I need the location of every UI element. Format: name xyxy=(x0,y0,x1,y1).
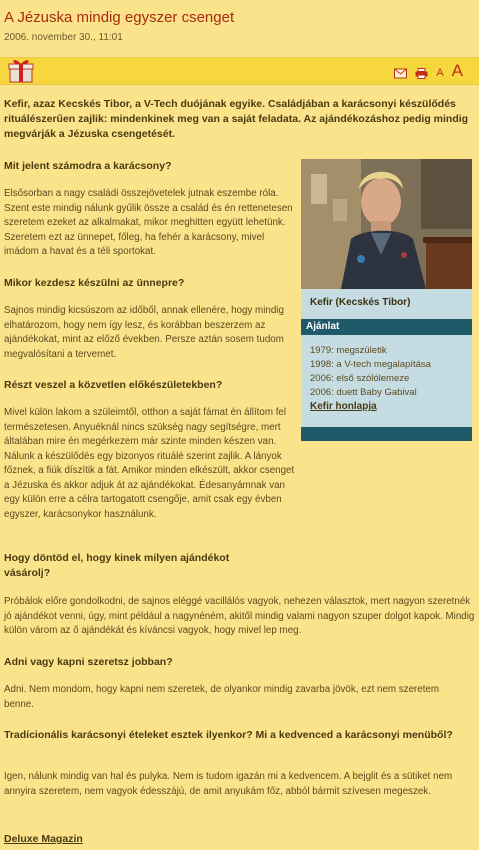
gift-icon xyxy=(6,55,36,85)
offer-list xyxy=(301,335,472,441)
offer-item: 1979: megszületik xyxy=(310,345,387,356)
question-3: Részt veszel a közvetlen előkészületekben? xyxy=(4,379,223,391)
portrait-image xyxy=(301,159,472,289)
question-4: Hogy döntöd el, hogy kinek milyen ajándékot vásárolj? xyxy=(4,552,230,579)
portrait-photo xyxy=(301,159,472,289)
question-5: Adni vagy kapni szeretsz jobban? xyxy=(4,656,173,668)
source-link[interactable]: Deluxe Magazin xyxy=(4,833,83,845)
email-icon[interactable] xyxy=(394,68,407,79)
question-6: Tradícionális karácsonyi ételeket esztek ilyenkor? Mi a kedvenced a karácsonyi menüből? xyxy=(4,729,453,741)
print-icon[interactable] xyxy=(415,68,428,79)
offer-item: 1998: a V-tech megalapítása xyxy=(310,359,431,370)
portrait-caption: Kefir (Kecskés Tibor) xyxy=(301,289,472,319)
offer-item: 2006: első szólólemeze xyxy=(310,373,410,384)
article-date: 2006. november 30., 11:01 xyxy=(4,32,123,43)
answer-2: Sajnos mindig kicsúszom az időből, annak ellenére, hogy mindig elhatározom, hogy nem így lesz, és korábban beszerzem az ajándékokat, mint az előző években. Persze aztán sosem tudom megvalósítani a tervemet. xyxy=(4,305,284,360)
answer-5: Adni. Nem mondom, hogy kapni nem szeretek, de olyankor mindig zavarba jövök, ezt nem szeretem benne. xyxy=(4,684,440,710)
question-2: Mikor kezdesz készülni az ünnepre? xyxy=(4,277,185,289)
question-1: Mit jelent számodra a karácsony? xyxy=(4,160,172,172)
article-lead: Kefir, azaz Kecskés Tibor, a V-Tech duójának egyike. Családjában a karácsonyi készülődés rituálészerűen zajlik: mindenkinek meg van a saját feladata. Az ajándékozáshoz pedig mindig megvárják a Jézuska csengetését. xyxy=(4,98,469,140)
font-decrease-button[interactable]: A xyxy=(436,67,444,79)
answer-3: Mivel külön lakom a szüleimtől, otthon a saját fámat én állítom fel természetesen. Anyuéknál nincs szükség nagy segítségre, mert általában mire én megérkezem már szinte minden készen van. Nálunk a készülődés egy bizonyos rituálé szerint zajlik. A lányok főznek, a fiúk díszítik a fát. Amikor minden elkészült, akkor csenget a Jézuska és akkor adjuk át az ajándékokat. Édesanyámnak van egy külön erre a célra tartogatott csengője, amit csak egy évben egyszer, karácsonykor használunk. xyxy=(4,407,295,520)
offer-item: 2006: duett Baby Gabival xyxy=(310,387,417,398)
answer-4: Próbálok előre gondolkodni, de sajnos eléggé vacillálós vagyok, nehezen választok, mert nagyon szeretnék jó ajándékot venni, úgy, mint például a nagynéném, akitől mindig valami nagyon szuper dolgot kapok. Mindig külön várom az ő ajándékát és kíváncsi vagyok, hogy mivel lep meg. xyxy=(4,596,475,636)
homepage-link[interactable]: Kefir honlapja xyxy=(310,401,377,412)
offer-footer-bar xyxy=(301,427,472,441)
offer-header: Ajánlat xyxy=(301,319,472,335)
answer-1: Elsősorban a nagy családi összejövetelek jutnak eszembe róla. Szent este mindig nálunk gyűlik össze a család és én rettenetesen szeretem ezeket az alkalmakat, mikor meghitten együtt lehetünk. Szeretem ezt az ünnepet, főleg, ha fehér a karácsony, mivel imádom a havat és a téli sportokat. xyxy=(4,188,293,257)
article-toolbar xyxy=(0,57,479,85)
sidebar-box xyxy=(301,159,472,441)
article-title: A Jézuska mindig egyszer csenget xyxy=(4,9,235,26)
font-increase-button[interactable]: A xyxy=(451,61,463,80)
answer-6: Igen, nálunk mindig van hal és pulyka. Nem is tudom igazán mi a kedvencem. A bejglit és a sütiket nem annyira szeretem, nem vagyok édesszájú, de amit anyukám főz, abból bármit szívesen megeszek. xyxy=(4,771,453,797)
